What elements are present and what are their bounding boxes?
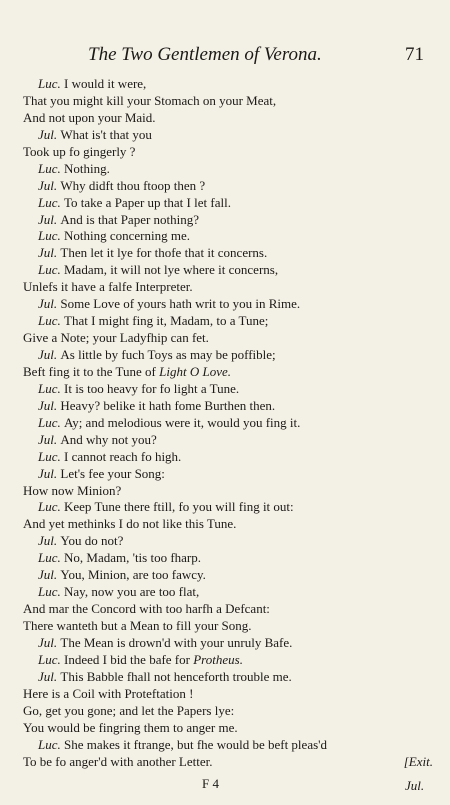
line-text: To take a Paper up that I let fall. [64,194,231,210]
line-text: Indeed I bid the bafe for [64,651,194,667]
speaker-name: Luc. [38,313,61,329]
line-text: It is too heavy for fo light a Tune. [64,380,240,396]
speaker-name: Luc. [38,262,61,278]
speech-line [23,347,433,364]
verse-line [23,720,433,737]
line-text: Beft fing it to the Tune of [23,363,160,379]
speech-line [23,178,433,195]
line-text: Here is a Coil with Proteftation ! [23,685,194,701]
line-text: Madam, it will not lye where it concerns, [64,262,279,278]
speech-line [23,499,433,516]
verse-line [23,330,433,347]
speaker-name: Jul. [38,567,58,583]
speaker-name: Jul. [38,668,58,684]
stage-direction-exit: [Exit. [403,753,433,769]
speech-line [23,449,433,466]
line-text: Heavy? belike it hath fome Burthen then. [60,397,276,413]
speech-line [23,262,433,279]
speaker-name: Luc. [38,499,61,515]
speaker-name: Jul. [38,296,58,312]
speech-line [23,161,433,178]
line-text: Then let it lye for thofe that it concerns. [60,245,268,261]
line-text: Why didft thou ftoop then ? [60,177,206,193]
line-text: Nay, now you are too flat, [64,584,200,600]
speaker-name: Luc. [38,736,61,752]
speaker-name: Luc. [38,160,61,176]
verse-line [23,754,433,771]
line-text: What is't that you [60,126,152,142]
speaker-name: Jul. [38,533,58,549]
speaker-name: Jul. [38,397,58,413]
line-text: This Babble fhall not henceforth trouble me. [60,668,292,684]
speech-line [23,584,433,601]
line-text: I would it were, [64,76,147,91]
line-text: As little by fuch Toys as may be poffible; [60,347,276,362]
line-text: Go, get you gone; and let the Papers lye: [23,702,235,718]
line-text: And not upon your Maid. [23,109,156,125]
page-footer [0,776,450,794]
line-text: And yet methinks I do not like this Tune. [23,516,237,532]
line-text: Ay; and melodious were it, would you fing it. [64,414,301,430]
italic-text: Protheus. [193,651,243,667]
play-text [23,76,433,770]
running-header [0,44,450,68]
verse-line [23,144,433,161]
speaker-name: Luc. [38,194,61,210]
verse-line [23,279,433,296]
verse-line [23,601,433,618]
verse-line [23,516,433,533]
speech-line [23,415,433,432]
signature-mark: F 4 [202,776,219,791]
line-text: To be fo anger'd with another Letter. [23,753,213,769]
speaker-name: Jul. [38,177,58,193]
speech-line [23,76,433,93]
line-text: That you might kill your Stomach on your Meat, [23,92,277,108]
italic-text: Light O Love. [159,363,232,379]
speaker-name: Jul. [38,245,58,261]
speaker-name: Luc. [38,584,61,600]
speaker-name: Luc. [38,76,61,91]
verse-line [23,364,433,381]
speaker-name: Luc. [38,380,61,396]
speech-line [23,245,433,262]
line-text: And is that Paper nothing? [60,211,200,227]
speech-line [23,533,433,550]
line-text: Some Love of yours hath writ to you in Rime. [60,296,301,312]
speech-line [23,195,433,212]
speaker-name: Jul. [38,211,58,227]
line-text: No, Madam, 'tis too fharp. [64,550,202,566]
line-text: Keep Tune there ftill, fo you will fing it out: [64,499,294,515]
line-text: The Mean is drown'd with your unruly Bafe. [60,634,293,650]
running-title: The Two Gentlemen of Verona. [88,44,322,65]
line-text: There wanteth but a Mean to fill your Song. [23,618,252,633]
speaker-name: Luc. [38,228,61,244]
speech-line [23,127,433,144]
speaker-name: Jul. [38,347,58,362]
line-text: Nothing. [64,160,110,176]
speech-line [23,212,433,229]
speech-line [23,398,433,415]
speaker-name: Luc. [38,414,61,430]
line-text: Let's fee your Song: [60,465,165,481]
line-text: You, Minion, are too fawcy. [60,567,206,583]
verse-line [23,93,433,110]
verse-line [23,618,433,635]
speech-line [23,432,433,449]
verse-line [23,703,433,720]
page-number: 71 [405,44,424,65]
verse-line [23,686,433,703]
speech-line [23,296,433,313]
line-text: Nothing concerning me. [64,228,190,244]
speaker-name: Jul. [38,431,58,447]
line-text: Give a Note; your Ladyfhip can fet. [23,330,209,346]
speaker-name: Luc. [38,550,61,566]
verse-line [23,483,433,500]
speaker-name: Jul. [38,634,58,650]
speaker-name: Luc. [38,651,61,667]
speech-line [23,635,433,652]
speech-line [23,652,433,669]
speech-line [23,567,433,584]
line-text: I cannot reach fo high. [64,448,182,464]
speech-line [23,228,433,245]
line-text: And why not you? [60,431,157,447]
speech-line [23,466,433,483]
speech-line [23,550,433,567]
catchword: Jul. [405,778,425,793]
speech-line [23,381,433,398]
speaker-name: Jul. [38,126,58,142]
line-text: And mar the Concord with too harfh a Defcant: [23,601,270,617]
speech-line [23,737,433,754]
line-text: Unlefs it have a falfe Interpreter. [23,279,193,295]
line-text: That I might fing it, Madam, to a Tune; [64,313,269,329]
line-text: She makes it ftrange, but fhe would be beft pleas'd [64,736,327,752]
speaker-name: Jul. [38,465,58,481]
speech-line [23,669,433,686]
line-text: You would be fingring them to anger me. [23,719,238,735]
line-text: How now Minion? [23,482,122,498]
line-text: You do not? [60,533,124,549]
verse-line [23,110,433,127]
speech-line [23,313,433,330]
speaker-name: Luc. [38,448,61,464]
line-text: Took up fo gingerly ? [23,143,136,159]
